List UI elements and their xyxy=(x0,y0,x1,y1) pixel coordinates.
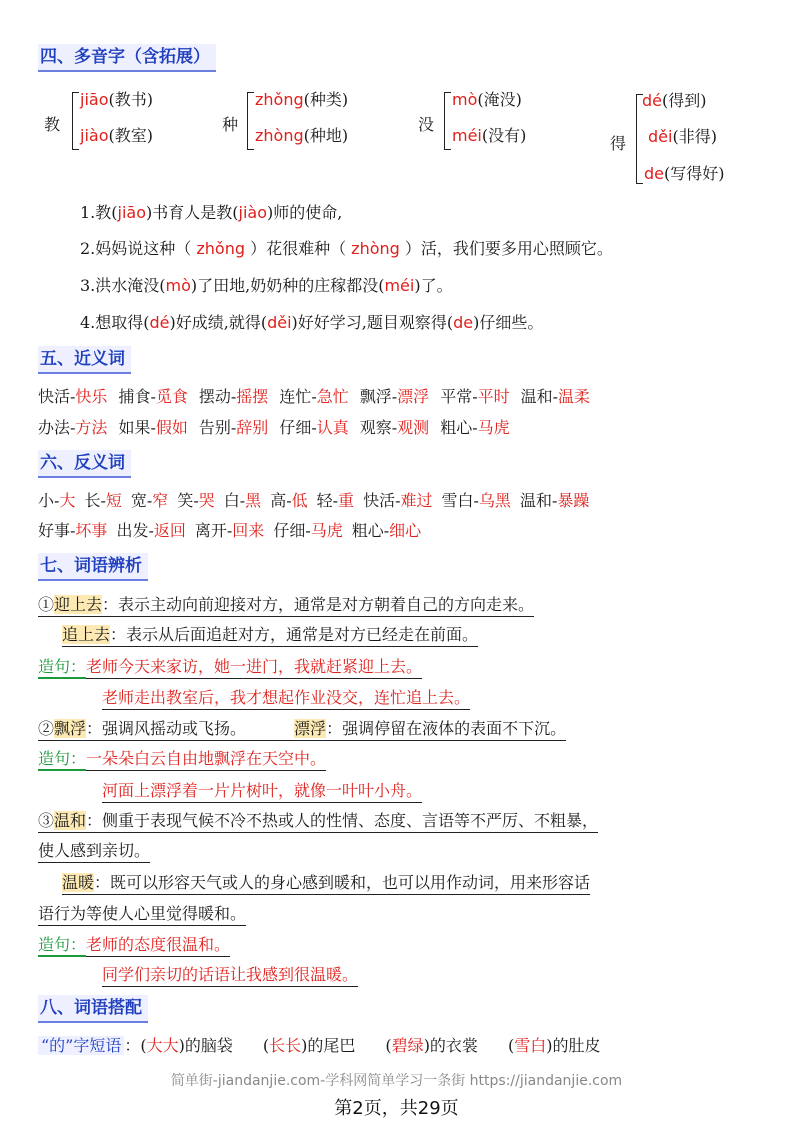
example-sentence: 2.妈妈说这种（ zhǒng ）花很难种（ zhòng ）活，我们要多用心照顾它。 xyxy=(80,239,613,258)
polyphone-reading: dé(得到) xyxy=(642,91,707,110)
section-title-antonyms: 六、反义词 xyxy=(38,450,131,478)
word-pair: 笑-哭 xyxy=(177,491,215,510)
word-pair: 小-大 xyxy=(38,491,76,510)
polyphone-reading: jiào(教室) xyxy=(80,126,153,145)
section-title-word-analysis: 七、词语辨析 xyxy=(38,553,148,581)
word-pair: 离开-回来 xyxy=(194,521,265,540)
word-pair: 好事-坏事 xyxy=(38,521,108,540)
word-pair: 仔细-马虎 xyxy=(273,521,343,540)
collocation-row: “的”字短语 ：(大大)的脑袋 (长长)的尾巴 (碧绿)的衣裳 (雪白)的肚皮 xyxy=(38,1033,600,1056)
example-2a: 造句：一朵朵白云自由地飘浮在天空中。 xyxy=(38,746,326,769)
synonym-row xyxy=(38,384,590,407)
polyphone-reading: jiāo(教书) xyxy=(80,90,153,109)
example-1b: 老师走出教室后，我才想起作业没交，连忙追上去。 xyxy=(102,685,470,708)
example-3a: 造句：老师的态度很温和。 xyxy=(38,932,230,955)
polyphone-reading: mò(淹没) xyxy=(452,90,522,109)
word-pair: 宽-窄 xyxy=(130,491,169,510)
polyphone-char: 没 xyxy=(418,115,435,134)
example-1a: 造句：老师今天来家访，她一进门，我就赶紧迎上去。 xyxy=(38,654,422,677)
collocation-item: (大大)的脑袋 xyxy=(140,1036,233,1055)
analysis-1a: ①迎上去：表示主动向前迎接对方，通常是对方朝着自己的方向走来。 xyxy=(38,592,534,615)
section-title-collocation: 八、词语搭配 xyxy=(38,995,148,1023)
example-2b: 河面上漂浮着一片片树叶，就像一叶叶小舟。 xyxy=(102,778,422,801)
word-pair: 粗心-细心 xyxy=(351,521,422,540)
example-sentence: 4.想取得(dé)好成绩,就得(děi)好好学习,题目观察得(de)仔细些。 xyxy=(80,313,544,332)
polyphone-char: 种 xyxy=(222,115,239,134)
analysis-3b: 温暖：既可以形容天气或人的身心感到暖和，也可以用作动词，用来形容话 xyxy=(62,870,590,893)
word-pair: 雪白-乌黑 xyxy=(441,491,511,510)
example-sentence: 3.洪水淹没(mò)了田地,奶奶种的庄稼都没(méi)了。 xyxy=(80,276,453,295)
polyphone-reading: děi(非得) xyxy=(648,127,717,146)
word-pair: 快活-快乐 xyxy=(38,387,108,406)
section-title-synonyms: 五、近义词 xyxy=(38,346,131,374)
source-footer: 简单街-jiandanjie.com-学科网简单学习一条街 https://jiandanjie.com xyxy=(170,1073,623,1089)
word-pair: 快活-难过 xyxy=(363,491,433,510)
polyphone-reading: zhǒng(种类) xyxy=(255,90,349,109)
word-pair: 轻-重 xyxy=(316,491,355,510)
word-pair: 飘浮-漂浮 xyxy=(359,387,430,406)
collocation-item: (长长)的尾巴 xyxy=(262,1036,356,1055)
analysis-2: ②飘浮：强调风摇动或飞扬。 漂浮：强调停留在液体的表面不下沉。 xyxy=(38,716,566,739)
collocation-item: (雪白)的肚皮 xyxy=(507,1036,601,1055)
word-pair: 温和-温柔 xyxy=(520,387,591,406)
antonym-row xyxy=(38,488,589,511)
word-pair: 摆动-摇摆 xyxy=(198,387,269,406)
polyphone-reading: de(写得好) xyxy=(644,164,725,183)
polyphone-char: 教 xyxy=(44,115,61,134)
word-pair: 如果-假如 xyxy=(118,418,188,437)
analysis-1b: 追上去：表示从后面追赶对方，通常是对方已经走在前面。 xyxy=(62,622,478,645)
word-pair: 观察-观测 xyxy=(359,418,430,437)
word-pair: 高-低 xyxy=(270,491,308,510)
word-pair: 仔细-认真 xyxy=(279,418,349,437)
polyphone-reading: zhòng(种地) xyxy=(255,126,349,145)
polyphone-char: 得 xyxy=(610,134,627,153)
collocation-label: “的”字短语 xyxy=(38,1036,124,1055)
word-pair: 连忙-急忙 xyxy=(279,387,349,406)
word-pair: 粗心-马虎 xyxy=(440,418,510,437)
word-pair: 长-短 xyxy=(84,491,122,510)
analysis-3a: ③温和：侧重于表现气候不冷不热或人的性情、态度、言语等不严厉、不粗暴， xyxy=(38,808,598,831)
example-3b: 同学们亲切的话语让我感到很温暖。 xyxy=(102,962,358,985)
word-pair: 告别-辞别 xyxy=(198,418,269,437)
word-pair: 温和-暴躁 xyxy=(519,491,590,510)
analysis-3a-cont: 使人感到亲切。 xyxy=(38,838,150,861)
collocation-item: (碧绿)的衣裳 xyxy=(385,1036,478,1055)
word-pair: 出发-返回 xyxy=(116,521,186,540)
word-pair: 白-黑 xyxy=(223,491,262,510)
section-title-polyphones: 四、多音字（含拓展） xyxy=(38,44,216,72)
word-pair: 捕食-觅食 xyxy=(118,387,188,406)
word-pair: 平常-平时 xyxy=(440,387,510,406)
example-sentence: 1.教(jiāo)书育人是教(jiào)师的使命, xyxy=(80,203,343,222)
polyphone-reading: méi(没有) xyxy=(452,126,527,145)
page-number: 第2页，共29页 xyxy=(334,1098,459,1119)
word-pair: 办法-方法 xyxy=(38,418,108,437)
synonym-row xyxy=(38,415,510,438)
analysis-3b-cont: 语行为等使人心里觉得暖和。 xyxy=(38,901,246,924)
antonym-row xyxy=(38,518,421,541)
